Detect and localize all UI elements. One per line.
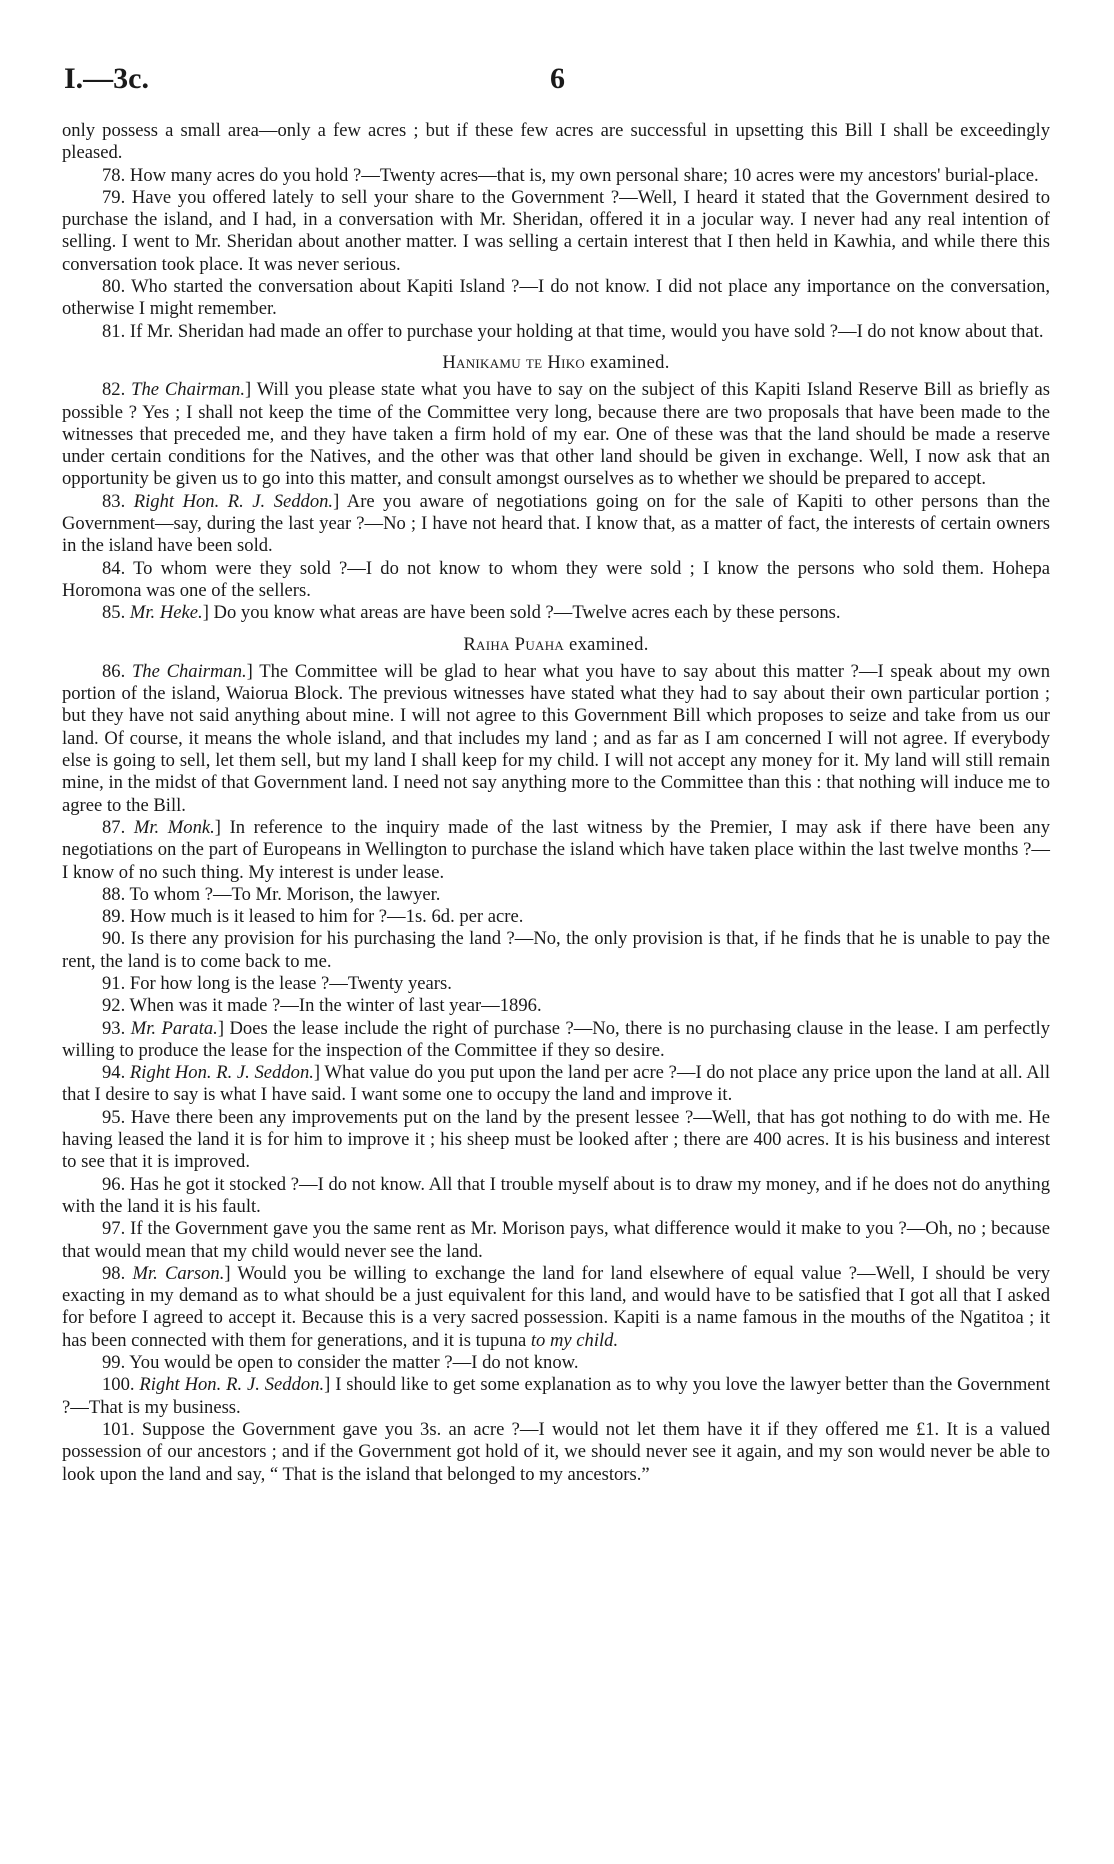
speaker-name: Right Hon. R. J. Seddon. — [133, 490, 334, 512]
evidence-paragraph: 89. How much is it leased to him for ?—1s. 6d. per acre. — [102, 906, 524, 928]
witness-name: Hanikamu te Hiko — [442, 351, 586, 373]
evidence-paragraph: 97. If the Government gave you the same rent as Mr. Morison pays, what difference would it make to you ?—Oh, no ; because that would mean that my child would never see the land. — [62, 1218, 1050, 1262]
page-number: 6 — [550, 62, 565, 95]
evidence-paragraph: only possess a small area—only a few acres ; but if these few acres are successful in upsetting this Bill I shall be exceedingly pleased. — [62, 120, 1050, 164]
evidence-paragraph: 84. To whom were they sold ?—I do not know to whom they were sold ; I know the persons who sold them. Hohepa Horomona was one of the sellers. — [62, 557, 1050, 601]
speaker-name: The Chairman. — [131, 660, 247, 682]
speaker-name: Mr. Heke. — [129, 602, 203, 624]
evidence-paragraph: 82. The Chairman.] Will you please state what you have to say on the subject of this Kapiti Island Reserve Bill as briefly as possible ? Yes ; I shall not keep the time of the Committee very long, because there are two proposals that have been made to the witnesses that preceded me, and they have taken a firm hold of my ear. One of these was that the land should be made a reserve under certain conditions for the Natives, and the other was that other land should be given in exchange. Well, I now ask that an opportunity be given us to go into this matter, and consult amongst ourselves as to whether we should be prepared to accept. — [62, 379, 1050, 490]
evidence-paragraph: 100. Right Hon. R. J. Seddon.] I should like to get some explanation as to why you love the lawyer better than the Government ?—That is my business. — [62, 1374, 1051, 1418]
page-header — [62, 62, 1052, 102]
evidence-paragraph: 87. Mr. Monk.] In reference to the inquiry made of the last witness by the Premier, I may ask if there have been any negotiations on the part of Europeans in Wellington to purchase the island which have taken place within the last twelve months ?—I know of no such thing. My interest is under lease. — [62, 816, 1050, 883]
evidence-paragraph: 96. Has he got it stocked ?—I do not know. All that I trouble myself about is to draw my money, and if he does not do anything with the land it is his fault. — [62, 1173, 1050, 1217]
speaker-name: Mr. Monk. — [133, 816, 215, 838]
speaker-name: Right Hon. R. J. Seddon. — [129, 1062, 314, 1084]
witness-name: Raiha Puaha — [463, 633, 565, 655]
evidence-paragraph: 79. Have you offered lately to sell your share to the Government ?—Well, I heard it stated that the Government desired to purchase the island, and I had, in a conversation with Mr. Sheridan, offered it in a jocular way. I never had any real intention of selling. I went to Mr. Sheridan about another matter. I was selling a certain interest that I then held in Kawhia, and while there this conversation took place. It was never serious. — [62, 186, 1050, 275]
evidence-paragraph: 86. The Chairman.] The Committee will be glad to hear what you have to say about this matter ?—I speak about my own portion of the island, Waiorua Block. The previous witnesses have stated what they had to say about their own particular portion ; but they have not said anything about mine. I will not agree to this Government Bill which proposes to seize and take from us our land. Of course, it means the whole island, and that includes my land ; and as far as I am concerned I will not agree. If everybody else is going to sell, let them sell, but my land I shall keep for my child. I will not accept any money for it. My land will still remain mine, in the midst of that Government land. I need not say anything more to the Committee than this : that nothing will induce me to agree to the Bill. — [62, 660, 1050, 816]
evidence-paragraph: 83. Right Hon. R. J. Seddon.] Are you aware of negotiations going on for the sale of Kapiti to other persons than the Government—say, during the last year ?—No ; I have not heard that. I know that, as a matter of fact, the interests of certain owners in the island have been sold. — [62, 490, 1050, 557]
evidence-paragraph: 98. Mr. Carson.] Would you be willing to exchange the land for land elsewhere of equal value ?—Well, I should be very exacting in my demand as to what should be a just equivalent for this land, and would have to be satisfied that I got all that I asked for before I agreed to accept it. Because this is a very sacred possession. Kapiti is a name famous in the mouths of the Ngatitoa ; it has been connected with them for generations, and it is tupuna to my child. — [62, 1262, 1051, 1351]
document-reference: I.—3c. — [64, 62, 149, 95]
evidence-paragraph: 88. To whom ?—To Mr. Morison, the lawyer. — [102, 883, 441, 905]
speaker-name: Mr. Parata. — [130, 1017, 218, 1039]
evidence-paragraph: 91. For how long is the lease ?—Twenty years. — [102, 972, 452, 994]
evidence-paragraph: 81. If Mr. Sheridan had made an offer to purchase your holding at that time, would you have sold ?—I do not know about that. — [102, 320, 1044, 342]
witness-heading: Hanikamu te Hiko examined. — [442, 351, 670, 373]
evidence-text — [62, 120, 1050, 1486]
evidence-paragraph: 85. Mr. Heke.] Do you know what areas are have been sold ?—Twelve acres each by these persons. — [102, 602, 841, 624]
speaker-name: Mr. Carson. — [132, 1262, 225, 1284]
evidence-paragraph: 93. Mr. Parata.] Does the lease include the right of purchase ?—No, there is no purchasing clause in the lease. I am perfectly willing to produce the lease for the inspection of the Committee if they so desire. — [62, 1017, 1051, 1061]
evidence-paragraph: 92. When was it made ?—In the winter of last year—1896. — [102, 995, 542, 1017]
witness-heading: Raiha Puaha examined. — [463, 633, 649, 655]
evidence-paragraph: 95. Have there been any improvements put on the land by the present lessee ?—Well, that has got nothing to do with me. He having leased the land it is for him to improve it ; his sheep must be looked after ; there are 400 acres. It is his business and interest to see that it is improved. — [62, 1106, 1050, 1173]
evidence-paragraph: 78. How many acres do you hold ?—Twenty acres—that is, my own personal share; 10 acres were my ancestors' burial-place. — [102, 164, 1039, 186]
evidence-paragraph: 90. Is there any provision for his purchasing the land ?—No, the only provision is that, if he finds that he is unable to pay the rent, the land is to come back to me. — [62, 928, 1050, 972]
speaker-name: Right Hon. R. J. Seddon. — [139, 1374, 325, 1396]
speaker-name: The Chairman. — [131, 379, 245, 401]
evidence-paragraph: 80. Who started the conversation about Kapiti Island ?—I do not know. I did not place any importance on the conversation, otherwise I might remember. — [62, 276, 1050, 320]
evidence-paragraph: 94. Right Hon. R. J. Seddon.] What value do you put upon the land per acre ?—I do not place any price upon the land at all. All that I desire to say is what I have said. I want some one to occupy the land and improve it. — [62, 1062, 1050, 1106]
evidence-paragraph: 101. Suppose the Government gave you 3s. an acre ?—I would not let them have it if they offered me £1. It is a valued possession of our ancestors ; and if the Government got hold of it, we should never see it again, and my son would never be able to look upon the land and say, “ That is the island that belonged to my ancestors.” — [62, 1418, 1050, 1485]
evidence-paragraph: 99. You would be open to consider the matter ?—I do not know. — [102, 1352, 579, 1374]
